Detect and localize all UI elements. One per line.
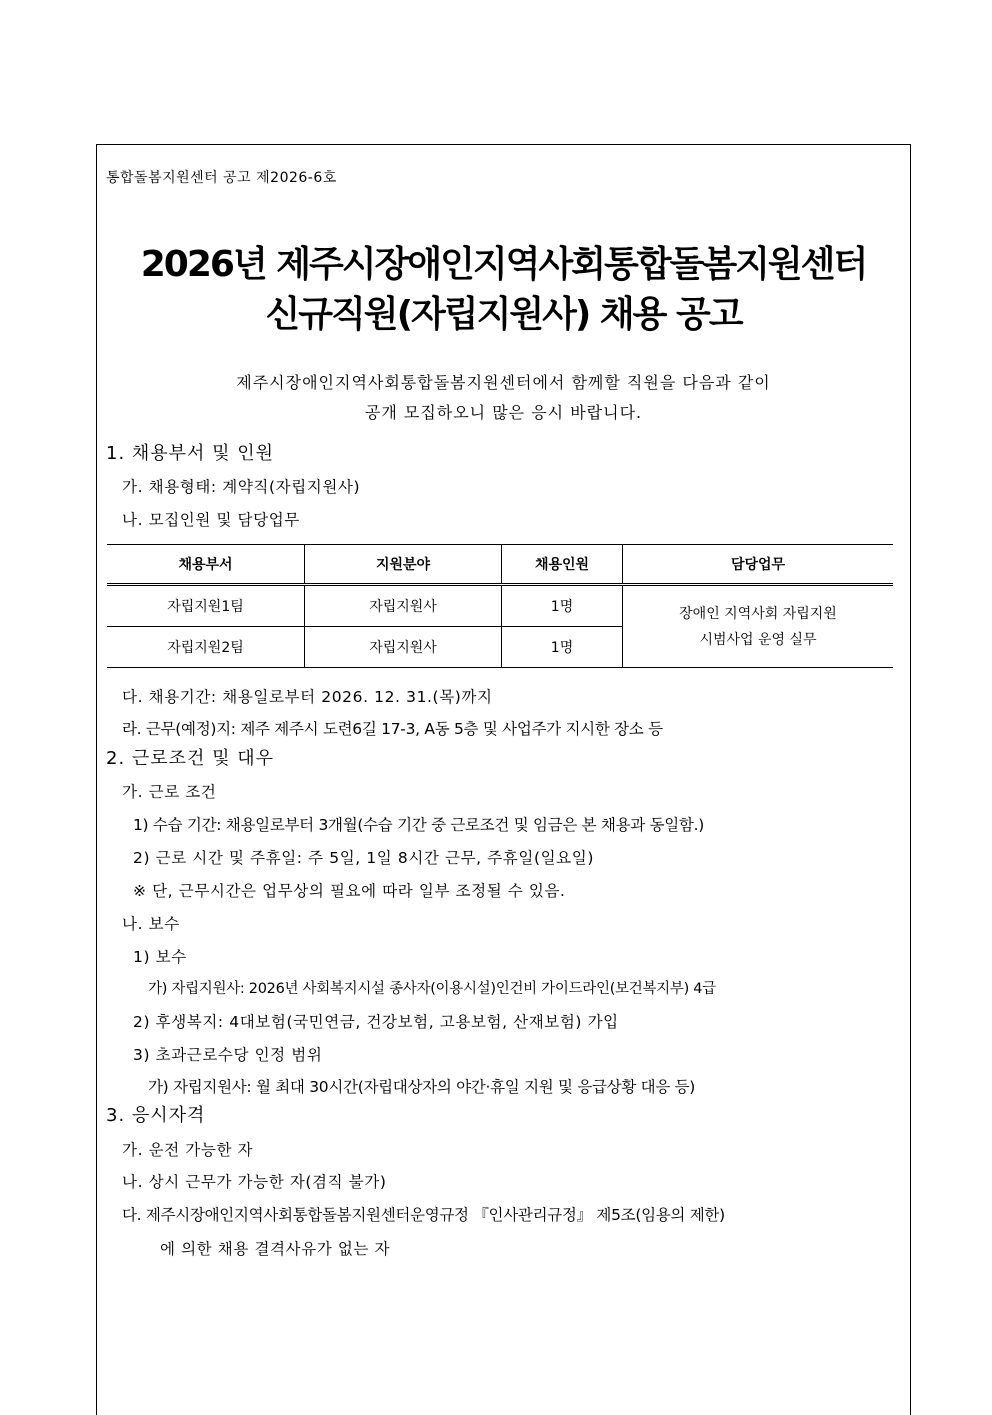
table-cell: 자립지원사 [305,627,502,668]
table-header-row [107,545,893,585]
section-2-na: 나. 보수 [122,915,180,933]
page-title: 2026년 제주시장애인지역사회통합돌봄지원센터 [140,244,867,285]
section-1-ga: 가. 채용형태: 계약직(자립지원사) [122,478,361,496]
table-header-cell: 채용인원 [502,545,623,585]
section-2-ga: 가. 근로 조건 [122,783,217,801]
section-3-na: 나. 상시 근무가 가능한 자(겸직 불가) [122,1173,387,1191]
intro-line-2: 공개 모집하오니 많은 응시 바랍니다. [364,403,643,422]
table-cell: 자립지원사 [305,585,502,627]
section-2-ga-1: 1) 수습 기간: 채용일로부터 3개월(수습 기간 중 근로조건 및 임금은 본 채용과 동일함.) [133,816,704,834]
section-2-na-1: 1) 보수 [133,948,187,966]
section-1-na: 나. 모집인원 및 담당업무 [122,511,300,529]
table-cell: 자립지원1팀 [107,585,305,627]
duty-line-2: 시범사업 운영 실무 [699,631,817,648]
page-subtitle: 신규직원(자립지원사) 채용 공고 [265,294,742,335]
table-row [107,585,893,627]
table-header-cell: 지원분야 [305,545,502,585]
table-cell: 자립지원2팀 [107,627,305,668]
section-3-da-line-1: 다. 제주시장애인지역사회통합돌봄지원센터운영규정 『인사관리규정』 제5조(임용의 제한) [122,1206,725,1224]
section-3-da-line-2: 에 의한 채용 결격사유가 없는 자 [160,1240,391,1258]
table-header-cell: 담당업무 [623,545,894,585]
duty-cell [623,585,894,668]
section-1-heading: 1. 채용부서 및 인원 [106,443,275,464]
section-3-ga: 가. 운전 가능한 자 [122,1141,254,1159]
section-2-ga-2: 2) 근로 시간 및 주휴일: 주 5일, 1일 8시간 근무, 주휴일(일요일) [133,849,594,867]
section-1-da: 다. 채용기간: 채용일로부터 2026. 12. 31.(목)까지 [122,688,493,706]
section-2-na-1-ga: 가) 자립지원사: 2026년 사회복지시설 종사자(이용시설)인건비 가이드라인(보건복지부) 4급 [148,981,716,997]
section-2-na-3-ga: 가) 자립지원사: 월 최대 30시간(자립대상자의 야간·휴일 지원 및 응급상황 대응 등) [148,1078,696,1096]
table-cell: 1명 [502,585,623,627]
recruitment-table [107,544,893,668]
section-2-heading: 2. 근로조건 및 대우 [106,748,275,769]
section-2-na-3: 3) 초과근로수당 인정 범위 [133,1046,323,1064]
section-2-na-2: 2) 후생복지: 4대보험(국민연금, 건강보험, 고용보험, 산재보험) 가입 [133,1013,619,1031]
section-3-heading: 3. 응시자격 [106,1105,206,1126]
duty-line-1: 장애인 지역사회 자립지원 [679,605,837,622]
section-2-ga-note: ※ 단, 근무시간은 업무상의 필요에 따라 일부 조정될 수 있음. [133,882,566,900]
notice-number: 통합돌봄지원센터 공고 제2026-6호 [106,170,337,186]
table-header-cell: 채용부서 [107,545,305,585]
table-cell: 1명 [502,627,623,668]
section-1-ra: 라. 근무(예정)지: 제주 제주시 도련6길 17-3, A동 5층 및 사업주가 지시한 장소 등 [122,720,663,738]
intro-line-1: 제주시장애인지역사회통합돌봄지원센터에서 함께할 직원을 다음과 같이 [236,373,771,392]
